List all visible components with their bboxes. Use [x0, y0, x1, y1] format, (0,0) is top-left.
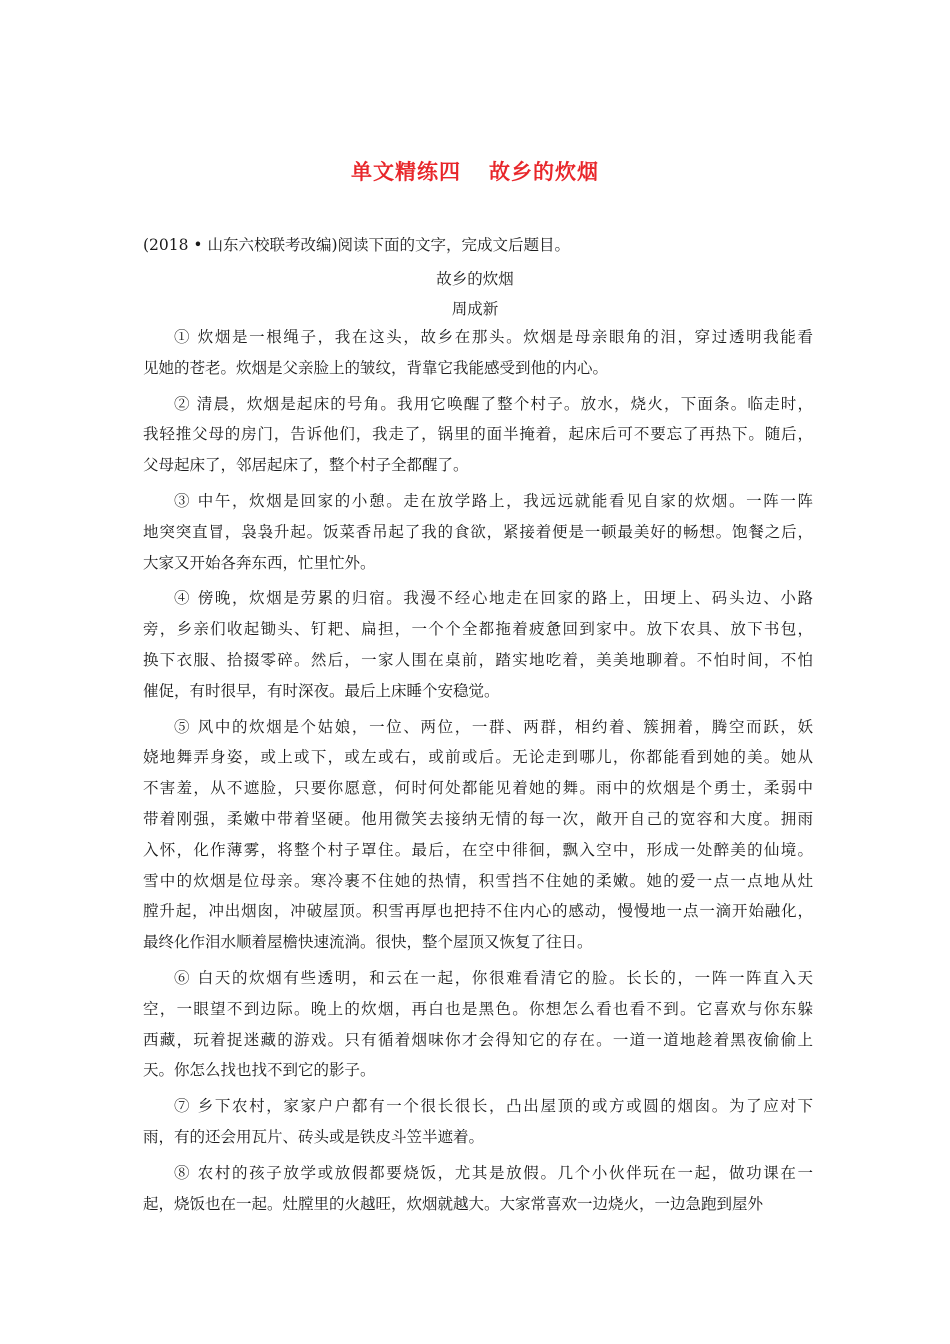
paragraph-line: 我轻推父母的房门，告诉他们，我走了，锅里的面半掩着，起床后可不要忘了再热下。随后，: [143, 425, 813, 444]
paragraph-3: [143, 486, 813, 578]
paragraph-line: ⑤ 风中的炊烟是个姑娘，一位、两位，一群、两群，相约着、簇拥着，腾空而跃，妖: [174, 717, 813, 736]
paragraph-line: 旁，乡亲们收起锄头、钉耙、扁担，一个个全都拖着疲惫回到家中。放下农具、放下书包，: [143, 620, 813, 639]
source-line: (2018 • 山东六校联考改编)阅读下面的文字，完成文后题目。: [143, 236, 571, 254]
paragraph-line: 大家又开始各奔东西，忙里忙外。: [143, 553, 376, 572]
title-part-1: 单文精练四: [351, 160, 461, 184]
paragraph-line: ⑧ 农村的孩子放学或放假都要烧饭，尤其是放假。几个小伙伴玩在一起，做功课在一: [174, 1163, 813, 1182]
essay-body: [143, 322, 813, 1224]
paragraph-line: 地突突直冒，袅袅升起。饭菜香吊起了我的食欲，紧接着便是一顿最美好的畅想。饱餐之后，: [143, 522, 813, 541]
title-part-2: 故乡的炊烟: [489, 160, 599, 184]
paragraph-7: [143, 1091, 813, 1153]
paragraph-line: 最终化作泪水顺着屋檐快速流淌。很快，整个屋顶又恢复了往日。: [143, 933, 593, 952]
paragraph-line: 娆地舞弄身姿，或上或下，或左或右，或前或后。无论走到哪儿，你都能看到她的美。她从: [143, 748, 813, 767]
paragraph-line: 膛升起，冲出烟囱，冲破屋顶。积雪再厚也把持不住内心的感动，慢慢地一点一滴开始融化，: [143, 902, 813, 921]
paragraph-line: 入怀，化作薄雾，将整个村子罩住。最后，在空中徘徊，飘入空中，形成一处醉美的仙境。: [143, 840, 813, 859]
paragraph-line: 见她的苍老。炊烟是父亲脸上的皱纹，背靠它我能感受到他的内心。: [143, 358, 609, 377]
paragraph-line: ⑥ 白天的炊烟有些透明，和云在一起，你很难看清它的脸。长长的，一阵一阵直入天: [174, 968, 813, 987]
paragraph-8: [143, 1158, 813, 1220]
paragraph-1: [143, 322, 813, 384]
paragraph-line: ④ 傍晚，炊烟是劳累的归宿。我漫不经心地走在回家的路上，田埂上、码头边、小路: [174, 589, 813, 608]
paragraph-line: 催促，有时很早，有时深夜。最后上床睡个安稳觉。: [143, 681, 500, 700]
paragraph-line: ① 炊烟是一根绳子，我在这头，故乡在那头。炊烟是母亲眼角的泪，穿过透明我能看: [174, 328, 813, 346]
paragraph-5: [143, 712, 813, 958]
paragraph-6: [143, 963, 813, 1086]
page-title: [0, 156, 950, 186]
paragraph-line: 不害羞，从不遮脸，只要你愿意，何时何处都能见着她的舞。雨中的炊烟是个勇士，柔弱中: [143, 779, 813, 798]
paragraph-line: 换下衣服、拾掇零碎。然后，一家人围在桌前，踏实地吃着，美美地聊着。不怕时间，不怕: [143, 650, 813, 669]
paragraph-line: ② 清晨，炊烟是起床的号角。我用它唤醒了整个村子。放水，烧火，下面条。临走时，: [174, 394, 813, 413]
paragraph-line: ③ 中午，炊烟是回家的小憩。走在放学路上，我远远就能看见自家的炊烟。一阵一阵: [174, 491, 813, 510]
paragraph-line: 雨，有的还会用瓦片、砖头或是铁皮斗笠半遮着。: [143, 1127, 485, 1146]
paragraph-line: 西藏，玩着捉迷藏的游戏。只有循着烟味你才会得知它的存在。一道一道地趁着黑夜偷偷上: [143, 1030, 813, 1049]
essay-author: 周成新: [451, 300, 499, 318]
paragraph-4: [143, 583, 813, 706]
paragraph-line: 空，一眼望不到边际。晚上的炊烟，再白也是黑色。你想怎么看也看不到。它喜欢与你东躲: [143, 999, 813, 1018]
paragraph-2: [143, 389, 813, 481]
paragraph-line: 起，烧饭也在一起。灶膛里的火越旺，炊烟就越大。大家常喜欢一边烧火，一边急跑到屋外: [143, 1194, 764, 1213]
paragraph-line: 天。你怎么找也找不到它的影子。: [143, 1061, 376, 1080]
paragraph-line: 雪中的炊烟是位母亲。寒冷裹不住她的热情，积雪挡不住她的柔嫩。她的爱一点一点地从灶: [143, 871, 813, 890]
paragraph-line: 父母起床了，邻居起床了，整个村子全都醒了。: [143, 456, 469, 475]
paragraph-line: 带着刚强，柔嫩中带着坚硬。他用微笑去接纳无情的每一次，敞开自己的宽容和大度。拥雨: [143, 809, 813, 828]
essay-title: 故乡的炊烟: [436, 270, 514, 288]
paragraph-line: ⑦ 乡下农村，家家户户都有一个很长很长，凸出屋顶的或方或圆的烟囱。为了应对下: [174, 1097, 813, 1116]
